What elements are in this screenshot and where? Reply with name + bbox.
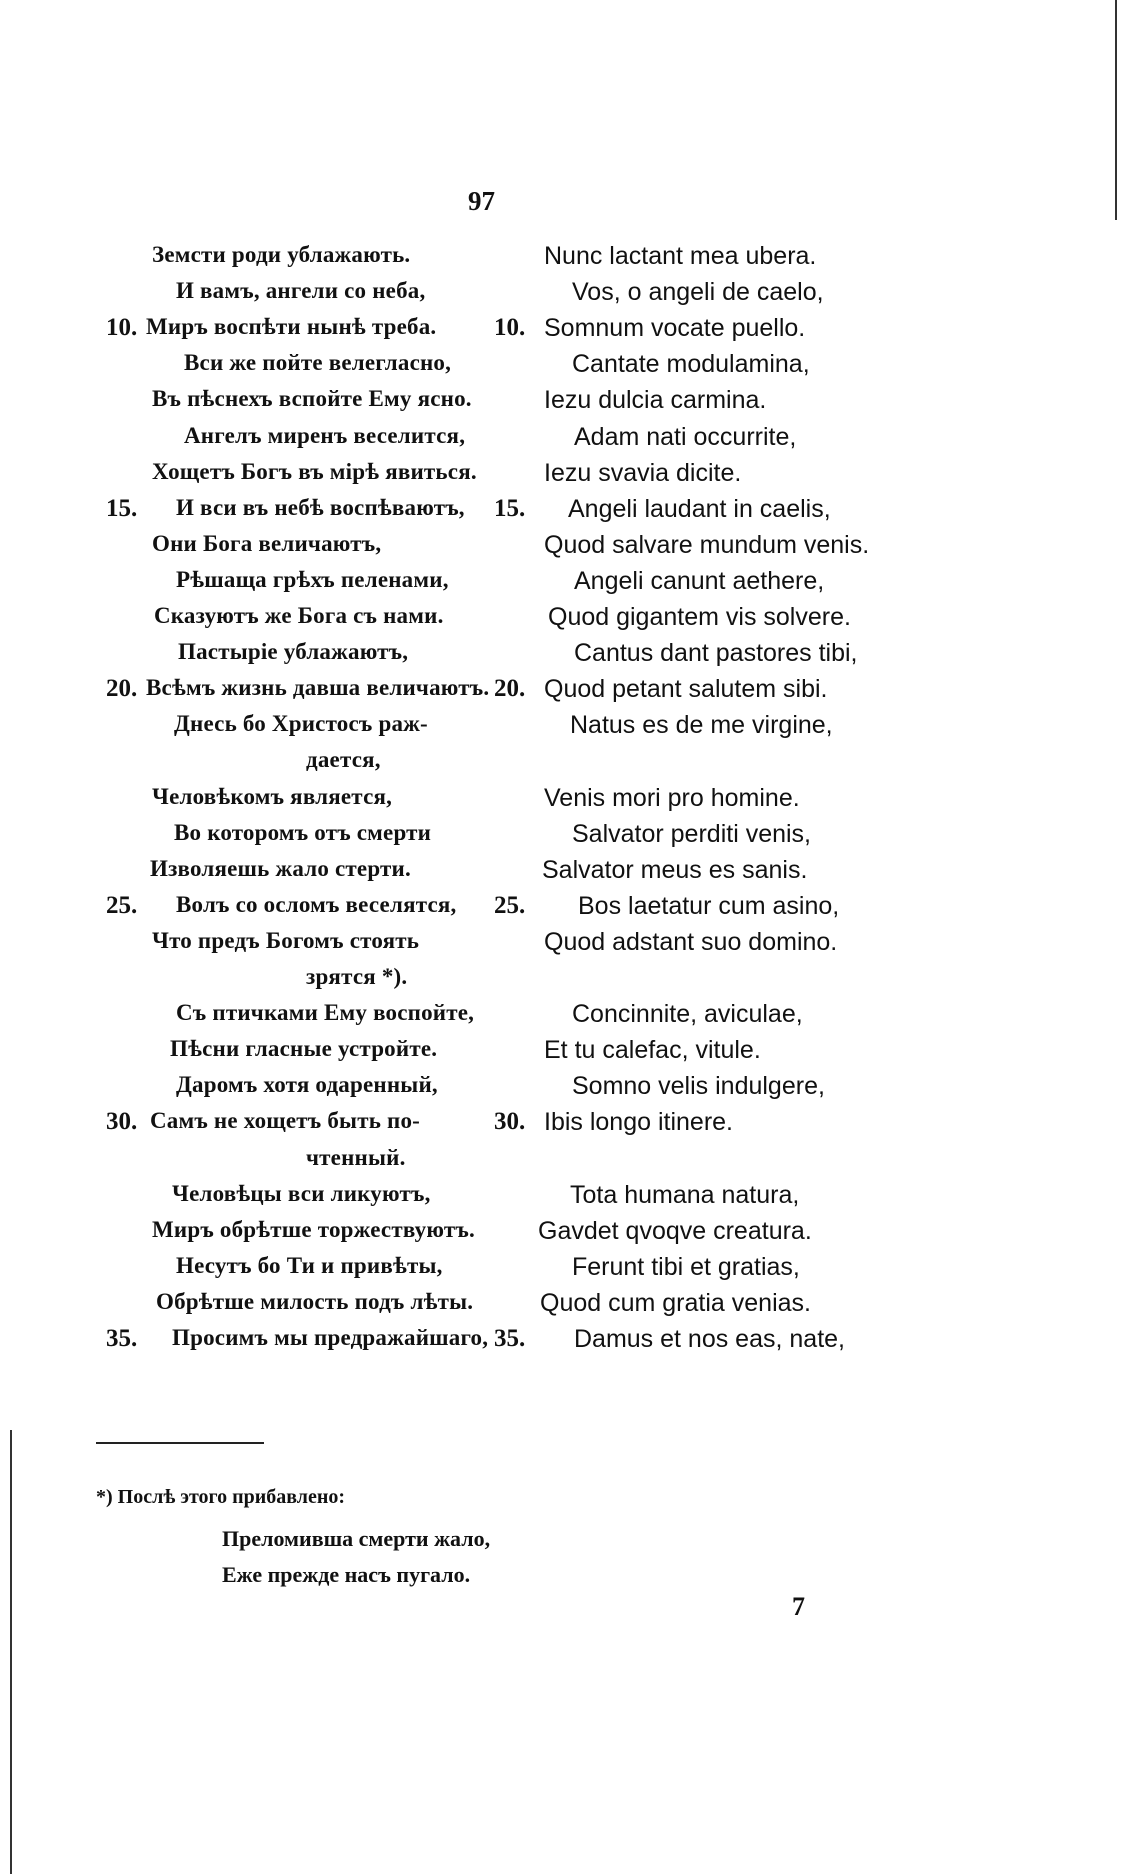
- poem-row: [0, 495, 1140, 531]
- page-number: 97: [468, 186, 495, 216]
- latin-verse-line: Quod adstant suo domino.: [544, 927, 838, 956]
- latin-verse-line: Damus et nos eas, nate,: [574, 1325, 845, 1353]
- latin-verse-line: Somno velis indulgere,: [572, 1072, 825, 1101]
- russian-verse-line: Всѣмъ жизнь давша величаютъ.: [146, 675, 490, 701]
- russian-verse-line: дается,: [306, 747, 381, 773]
- russian-verse-line: Земсти роди ублажають.: [152, 242, 411, 267]
- russian-line-number: 20.: [106, 675, 138, 703]
- poem-row: [0, 820, 1140, 856]
- russian-verse-line: Въ пѣснехъ вспойте Ему ясно.: [152, 386, 472, 412]
- latin-verse-line: Salvator meus es sanis.: [542, 855, 808, 884]
- footnote-line: Преломивша смерти жало,: [222, 1526, 491, 1551]
- latin-verse-line: Tota humana natura,: [570, 1180, 800, 1209]
- footnote-line: Еже прежде насъ пугало.: [222, 1562, 471, 1587]
- signature-mark: 7: [792, 1592, 805, 1621]
- latin-verse-line: Cantate modulamina,: [572, 350, 810, 379]
- poem-row: [0, 314, 1140, 350]
- latin-verse-line: Ferunt tibi et gratias,: [572, 1252, 800, 1281]
- poem-row: [0, 1325, 1140, 1361]
- poem-row: [0, 964, 1140, 1000]
- russian-verse-line: Вси же пойте велегласно,: [184, 350, 452, 376]
- russian-verse-line: Рѣшаща грѣхъ пеленами,: [176, 566, 449, 592]
- latin-verse-line: Venis mori pro homine.: [544, 783, 800, 812]
- latin-verse-line: Et tu calefac, vitule.: [544, 1036, 761, 1065]
- russian-verse-line: зрятся *).: [306, 964, 408, 989]
- latin-line-number: 35.: [494, 1325, 526, 1352]
- poem-row: [0, 1108, 1140, 1144]
- russian-verse-line: Пастыріе ублажаютъ,: [178, 639, 409, 665]
- russian-verse-line: Ангелъ миренъ веселится,: [184, 422, 466, 448]
- poem-row: [0, 784, 1140, 820]
- russian-line-number: 15.: [106, 494, 138, 522]
- poem-row: [0, 242, 1140, 278]
- russian-verse-line: Днесь бо Христосъ раж-: [174, 711, 428, 737]
- latin-verse-line: Gavdet qvoqve creatura.: [538, 1216, 812, 1245]
- poem-row: [0, 639, 1140, 675]
- latin-verse-line: Vos, o angeli de caelo,: [572, 278, 824, 307]
- poem-row: [0, 423, 1140, 459]
- latin-verse-line: Bos laetatur cum asino,: [578, 891, 840, 920]
- russian-verse-line: Просимъ мы предражайшаго,: [172, 1325, 489, 1350]
- latin-verse-line: Adam nati occurrite,: [574, 422, 797, 451]
- russian-verse-line: Человѣцы вси ликуютъ,: [172, 1180, 431, 1206]
- russian-line-number: 30.: [106, 1108, 138, 1136]
- latin-verse-line: Cantus dant pastores tibi,: [574, 639, 858, 668]
- russian-verse-line: Что предъ Богомъ стоять: [152, 927, 420, 953]
- poem-row: [0, 1072, 1140, 1108]
- poem-row: [0, 747, 1140, 783]
- russian-verse-line: Обрѣтше милость подъ лѣты.: [156, 1288, 474, 1314]
- poem-row: [0, 350, 1140, 386]
- latin-verse-line: Ibis longo itinere.: [544, 1108, 734, 1137]
- poem-row: [0, 278, 1140, 314]
- poem-row: [0, 1000, 1140, 1036]
- poem-row: [0, 531, 1140, 567]
- poem-row: [0, 1036, 1140, 1072]
- poem-row: [0, 1253, 1140, 1289]
- russian-verse-line: Хощетъ Богъ въ мірѣ явиться.: [152, 458, 477, 484]
- latin-verse-line: Concinnite, aviculae,: [572, 1000, 803, 1029]
- latin-line-number: 10.: [494, 314, 526, 342]
- russian-verse-line: Человѣкомъ является,: [152, 783, 393, 809]
- latin-line-number: 25.: [494, 891, 526, 919]
- russian-verse-line: Изволяешь жало стерти.: [150, 855, 411, 881]
- poem-row: [0, 711, 1140, 747]
- footnote-title: *) Послѣ этого прибавлено:: [96, 1486, 346, 1508]
- page-edge-line: [10, 1430, 12, 1874]
- latin-verse-line: Iezu dulcia carmina.: [544, 386, 767, 415]
- latin-verse-line: Nunc lactant mea ubera.: [544, 242, 817, 270]
- latin-line-number: 30.: [494, 1108, 526, 1136]
- poem-row: [0, 856, 1140, 892]
- latin-verse-line: Angeli canunt aethere,: [574, 566, 825, 595]
- poem-row: [0, 1145, 1140, 1181]
- page-edge-line: [1115, 0, 1117, 220]
- poem-row: [0, 675, 1140, 711]
- latin-verse-line: Salvator perditi venis,: [572, 819, 812, 848]
- poem-row: [0, 1181, 1140, 1217]
- poem-row: [0, 1289, 1140, 1325]
- russian-verse-line: Во которомъ отъ смерти: [174, 819, 432, 845]
- latin-verse-line: Quod petant salutem sibi.: [544, 675, 828, 704]
- poem-row: [0, 892, 1140, 928]
- poem-row: [0, 1217, 1140, 1253]
- russian-verse-line: чтенный.: [306, 1144, 406, 1170]
- russian-verse-line: И вамъ, ангели со неба,: [176, 278, 426, 304]
- poem-row: [0, 928, 1140, 964]
- latin-verse-line: Quod cum gratia venias.: [540, 1288, 811, 1317]
- latin-verse-line: Natus es de me virgine,: [570, 711, 833, 740]
- russian-verse-line: Съ птичками Ему воспойте,: [176, 1000, 475, 1026]
- russian-line-number: 10.: [106, 314, 138, 342]
- latin-line-number: 15.: [494, 494, 526, 522]
- latin-verse-line: Angeli laudant in caelis,: [568, 494, 831, 523]
- latin-verse-line: Somnum vocate puello.: [544, 314, 806, 343]
- russian-verse-line: Сказуютъ же Бога съ нами.: [154, 603, 444, 628]
- russian-verse-line: И вси въ небѣ воспѣваютъ,: [176, 494, 465, 520]
- russian-verse-line: Самъ не хощетъ быть по-: [150, 1108, 421, 1134]
- russian-verse-line: Миръ воспѣти нынѣ треба.: [146, 314, 437, 340]
- poem-row: [0, 459, 1140, 495]
- poem-row: [0, 567, 1140, 603]
- russian-verse-line: Они Бога величаютъ,: [152, 530, 382, 556]
- russian-verse-line: Несутъ бо Ти и привѣты,: [176, 1252, 443, 1278]
- russian-verse-line: Миръ обрѣтше торжествуютъ.: [152, 1216, 475, 1242]
- latin-line-number: 20.: [494, 675, 526, 703]
- poem-row: [0, 386, 1140, 422]
- poem-row: [0, 603, 1140, 639]
- russian-verse-line: Пѣсни гласные устройте.: [170, 1036, 438, 1062]
- latin-verse-line: Quod gigantem vis solvere.: [548, 603, 851, 631]
- latin-verse-line: Quod salvare mundum venis.: [544, 530, 870, 559]
- russian-verse-line: Даромъ хотя одаренный,: [176, 1072, 438, 1098]
- russian-line-number: 35.: [106, 1325, 138, 1352]
- russian-line-number: 25.: [106, 891, 138, 919]
- footnote-rule: [96, 1442, 264, 1444]
- latin-verse-line: Iezu svavia dicite.: [544, 458, 742, 487]
- russian-verse-line: Волъ со осломъ веселятся,: [176, 891, 457, 917]
